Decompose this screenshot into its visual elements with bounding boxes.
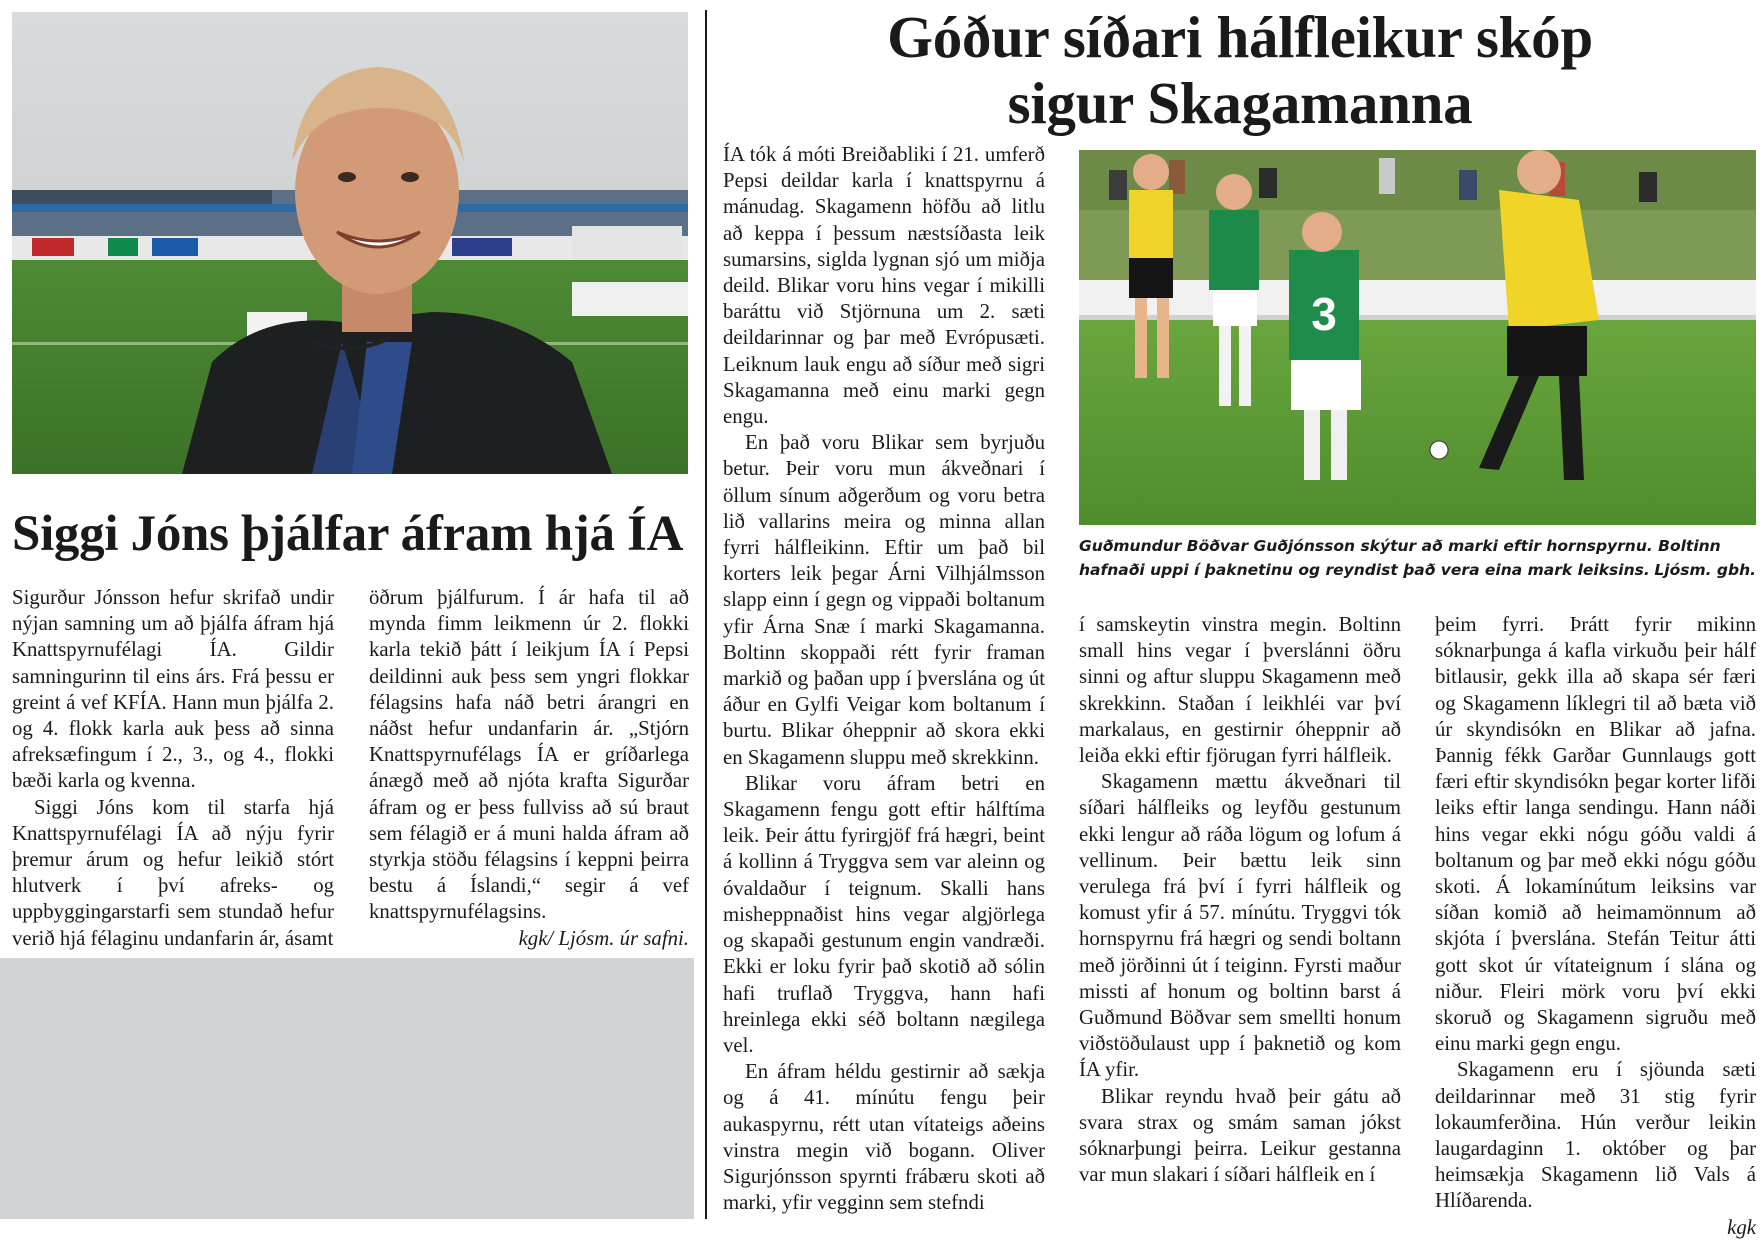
paragraph: Blikar reyndu hvað þeir gátu að svara strax og smám saman jókst sóknarþungi þeirra. Leikur gestanna var mun slakari í síðari hálfleik en í <box>1079 1084 1401 1187</box>
paragraph: í samskeytin vinstra megin. Boltinn small hins vegar í þverslánni öðru sinni og aftur sluppu Skagamenn með skrekkinn. Staðan í leikhléi var því markalaus, en gestirnir óheppnir að leiða ekki eftir fjörugan fyrri hálfleik. <box>1079 613 1401 768</box>
right-headline-line-1: Góður síðari hálfleikur skóp <box>887 4 1593 70</box>
match-action-photo <box>1079 150 1756 525</box>
jersey-number: 3 <box>1311 288 1337 340</box>
paragraph: öðrum þjálfurum. Í ár hafa til að mynda fimm leikmenn úr 2. flokki karla tekið þátt í leikjum ÍA í Pepsi deildinni auk þess sem yngri flokkar félagsins hafa náð betri árangri en náðst hefur undanfarin ár. „Stjórn Knattspyrnufélags ÍA er gríðarlega ánægð með að njóta krafta Sigurðar áfram og er þess fullviss að sú braut sem félagið er á muni halda áfram að styrkja stöðu félagsins í keppni þeirra bestu á Íslandi,“ segir á vef knattspyrnufélagsins. <box>369 586 689 924</box>
photo-caption <box>1079 534 1756 582</box>
left-headline: Siggi Jóns þjálfar áfram hjá ÍA <box>12 506 684 562</box>
paragraph: Siggi Jóns kom til starfa hjá Knattspyrnufélagi ÍA að nýju fyrir þremur árum og hefur leikið stórt hlutverk í því afreks- og uppbyggingarstarfi sem stundað hefur verið hjá félaginu undanfarin ár, ásamt <box>12 795 334 950</box>
right-headline-line-2: sigur Skagamanna <box>1007 70 1473 136</box>
column-divider <box>705 10 707 1219</box>
paragraph: þeim fyrri. Þrátt fyrir mikinn sóknarþunga á kafla virkuðu þeir hálf bitlausir, gekk illa að skapa sér færi og Skagamenn líklegri til að bæta við úr skyndisókn en Blikar að jafna. Þannig fékk Garðar Gunnlaugs gott færi eftir skyndisókn þegar korter lifði leiks eftir langa sendingu. Hann náði hins vegar ekki nógu góðu valdi á boltanum og þar með ekki nógu góðu skoti. Á lokamínútum leiksins var síðan komið að heimamönnum að skjóta í þverslána. Stefán Teitur átti gott skot úr vítateignum í slána og niður. Fleiri mörk voru því ekki skoruð og Skagamenn sigruðu með einu marki gegn engu. <box>1435 613 1756 1056</box>
right-headline <box>716 4 1764 136</box>
paragraph: En áfram héldu gestirnir að sækja og á 41. mínútu fengu þeir aukaspyrnu, rétt utan vítateigs aðeins vinstra megin við bogann. Oliver Sigurjónsson spyrnti frábæru skoti að marki, yfir vegginn sem stefndi <box>723 1060 1045 1215</box>
paragraph: ÍA tók á móti Breiðabliki í 21. umferð Pepsi deildar karla í knattspyrnu á mánudag. Skagamenn höfðu að litlu að keppa í þessum næstsíðasta leik sumarsins, siglda lygnan sjó um miðja deild. Blikar voru hins vegar í mikilli baráttu við Stjörnuna um 2. sæti deildarinnar og þar með Evrópusæti. Leiknum lauk engu að síður með sigri Skagamanna með einu marki gegn engu. <box>723 143 1045 429</box>
caption-credit: Ljósm. gbh. <box>1654 561 1756 579</box>
left-byline: kgk/ Ljósm. úr safni. <box>518 926 689 950</box>
right-article-column-1 <box>723 142 1045 1216</box>
right-article-column-3 <box>1435 612 1756 1241</box>
right-byline: kgk <box>1727 1215 1756 1239</box>
coach-portrait-photo <box>12 12 688 474</box>
paragraph: Skagamenn eru í sjöunda sæti deildarinnar með 31 stig fyrir lokaumferðina. Hún verður leikin laugardaginn 1. október og þar heimsækja Skagamenn lið Vals á Hlíðarenda. <box>1435 1058 1756 1213</box>
paragraph: Skagamenn mættu ákveðnari til síðari hálfleiks og leyfðu gestunum ekki lengur að ráða lögum og lofum á vellinum. Þeir bættu leik sinn verulega frá því í fyrri hálfleik og komust yfir á 57. mínútu. Tryggvi tók hornspyrnu frá hægri og sendi boltann með jörðinni út í teiginn. Fyrsti maður missti af honum og boltinn barst á Guðmund Böðvar sem smellti honum viðstöðulaust upp í þaknetið og kom ÍA yfir. <box>1079 770 1401 1082</box>
left-article-column-1 <box>12 585 334 952</box>
paragraph: En það voru Blikar sem byrjuðu betur. Þeir voru mun ákveðnari í öllum sínum aðgerðum og voru betra lið vallarins meira og minna allan fyrri hálfleikinn. Eftir um það bil korters leik þegar Árni Vilhjálmsson slapp einn í gegn og vippaði boltanum yfir Árna Snæ í marki Skagamanna. Boltinn skoppaði rétt fyrir framan markið og þaðan upp í þverslána og út áður en Gylfi Veigar kom boltanum í burtu. Blikar óheppnir að skora ekki en Skagamenn sluppu með skrekkinn. <box>723 431 1045 769</box>
sidebar-background <box>0 958 694 1219</box>
paragraph: Sigurður Jónsson hefur skrifað undir nýjan samning um að þjálfa áfram hjá Knattspyrnufélagi ÍA. Gildir samningurinn til eins árs. Frá þessu er greint á vef KFÍA. Hann mun þjálfa 2. og 4. flokk karla auk þess að sinna afreksæfingum í 2., 3., og 4., flokki bæði karla og kvenna. <box>12 586 334 793</box>
right-article-column-2 <box>1079 612 1401 1188</box>
left-article-column-2 <box>369 585 689 952</box>
caption-text: Guðmundur Böðvar Guðjónsson skýtur að marki eftir hornspyrnu. Boltinn hafnaði uppi í þaknetinu og reyndist það vera eina mark leiksins. <box>1079 537 1721 579</box>
paragraph: Blikar voru áfram betri en Skagamenn fengu gott eftir hálftíma leik. Þeir áttu fyrirgjöf frá hægri, beint á kollinn á Tryggva sem var aleinn og óvaldaður í teignum. Skalli hans misheppnaðist hins vegar algjörlega og skapaði gestunum engin vandræði. Ekki er loku fyrir það skotið að sólin hafi truflað Tryggva, hann hafi hreinlega ekki séð boltann nægilega vel. <box>723 771 1045 1057</box>
